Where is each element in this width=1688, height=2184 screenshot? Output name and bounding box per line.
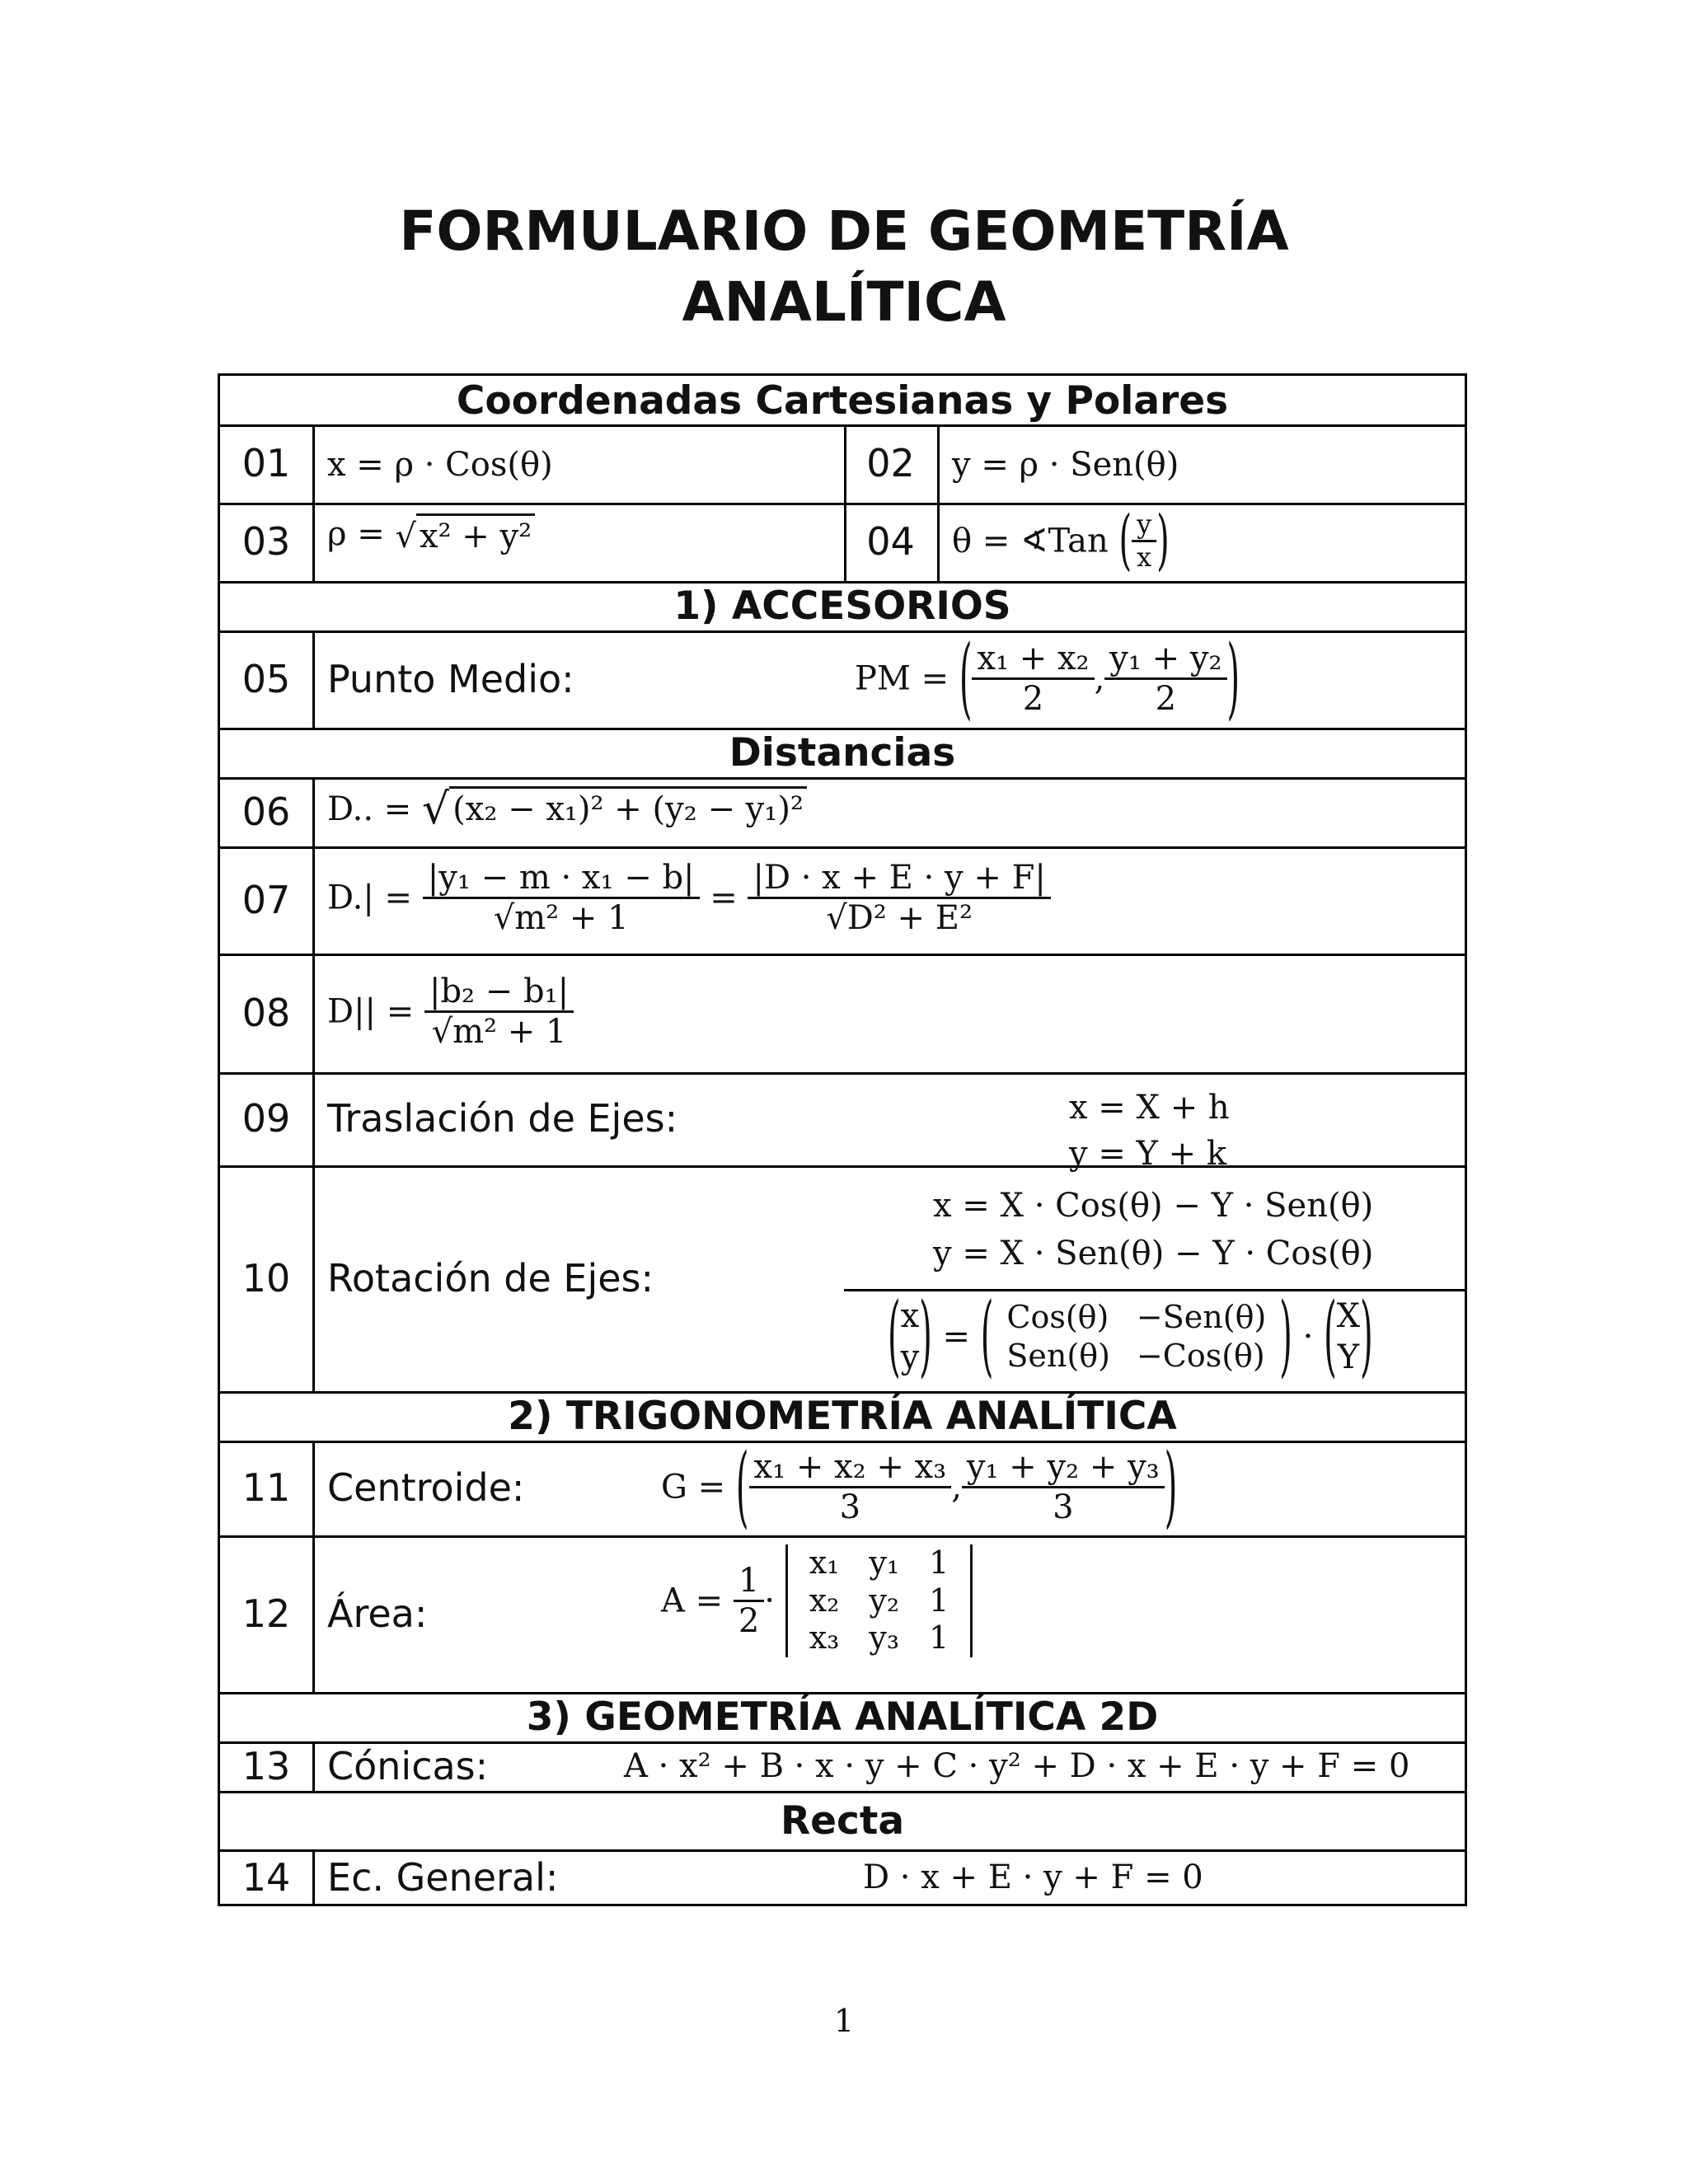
formula-rotacion-matriz: (x y) = ( Cos(θ) −Sen(θ) Sen(θ) −Cos(θ) ) · (X Y) (888, 1285, 1373, 1389)
section-header-accesorios: 1) ACCESORIOS (673, 583, 1011, 629)
formula-table (218, 373, 1467, 1906)
formula-distancia-paralelas: D|| = $\frac{\text{|b₂ − b₁|}}{\text{√m² + 1}}$ (327, 972, 574, 1051)
formula-conicas: A · x² + B · x · y + C · y² + D · x + E · y + F = 0 (624, 1747, 1410, 1785)
formula-centroide: G = ( $\frac{\text{x₁ + x₂ + x₃}}{3}$ , $\frac{\text{y₁ + y₂ + y₃}}{3}$ ) (661, 1436, 1178, 1539)
row-number: 03 (241, 519, 291, 564)
formula-theta: θ = ∢Tan ( $\frac{y}{x}$ ) (952, 503, 1170, 579)
row-number: 11 (241, 1465, 291, 1510)
row-number: 02 (866, 441, 915, 485)
row-number: 09 (241, 1096, 291, 1141)
section-header-geo2d: 3) GEOMETRÍA ANALÍTICA 2D (526, 1694, 1159, 1740)
determinant: x₁ y₁ 1 x₂ y₂ 1 x₃ y₃ 1 (785, 1544, 973, 1657)
label-punto-medio: Punto Medio: (327, 657, 574, 701)
formula-rho: ρ = √ x² + y² (327, 518, 535, 553)
formula-y-polar: y = ρ · Sen(θ) (952, 446, 1179, 484)
page-title (0, 196, 1688, 338)
row-number: 12 (241, 1591, 291, 1636)
label-rotacion: Rotación de Ejes: (327, 1256, 654, 1301)
row-number: 04 (866, 519, 915, 564)
section-header-coords: Coordenadas Cartesianas y Polares (456, 378, 1229, 424)
label-centroide: Centroide: (327, 1465, 525, 1510)
row-number: 07 (241, 878, 291, 922)
row-number: 06 (241, 790, 291, 834)
title-line-2: ANALÍTICA (682, 270, 1006, 334)
sqrt-icon: √ (x₂ − x₁)² + (y₂ − y₁)² (422, 788, 807, 831)
formula-traslacion: x = X + h y = Y + k (1069, 1089, 1230, 1173)
section-header-distancias: Distancias (729, 730, 956, 776)
section-header-trig: 2) TRIGONOMETRÍA ANALÍTICA (508, 1394, 1177, 1439)
formula-ec-general: D · x + E · y + F = 0 (863, 1858, 1203, 1896)
row-number: 05 (241, 657, 291, 701)
formula-distancia-punto-recta: D.| = $\frac{\text{|y₁ − m · x₁ − b|}}{\text{√m² + 1}}$ = $\frac{|D \cdot x + E \cdot y + F|}{\text{√D² + E²}}$ (327, 859, 1051, 937)
label-area: Área: (327, 1591, 428, 1636)
row-number: 10 (241, 1256, 291, 1301)
title-line-1: FORMULARIO DE GEOMETRÍA (399, 199, 1289, 263)
formula-rotacion-ecuaciones: x = X · Cos(θ) − Y · Sen(θ) y = X · Sen(θ) − Y · Cos(θ) (933, 1187, 1374, 1272)
formula-distancia-puntos: D.. = √ (x₂ − x₁)² + (y₂ − y₁)² (327, 788, 807, 831)
formula-punto-medio: PM = ( $\frac{\text{x₁ + x₂}}{2}$ , $\frac{\text{y₁ + y₂}}{2}$ ) (855, 627, 1240, 730)
row-number: 14 (241, 1855, 291, 1900)
formula-area: A = $\frac{1}{2}$ · x₁ y₁ 1 x₂ y₂ 1 x₃ y₃ 1 (661, 1544, 973, 1657)
row-number: 01 (241, 441, 291, 485)
row-number: 08 (241, 991, 291, 1035)
label-conicas: Cónicas: (327, 1744, 489, 1788)
label-traslacion: Traslación de Ejes: (327, 1096, 678, 1141)
formula-x-polar: x = ρ · Cos(θ) (327, 446, 553, 484)
sqrt-icon: √ x² + y² (395, 520, 535, 553)
section-header-recta: Recta (780, 1798, 905, 1844)
row-number: 13 (241, 1744, 291, 1788)
label-ec-general: Ec. General: (327, 1855, 559, 1900)
page-number: 1 (833, 2003, 855, 2039)
